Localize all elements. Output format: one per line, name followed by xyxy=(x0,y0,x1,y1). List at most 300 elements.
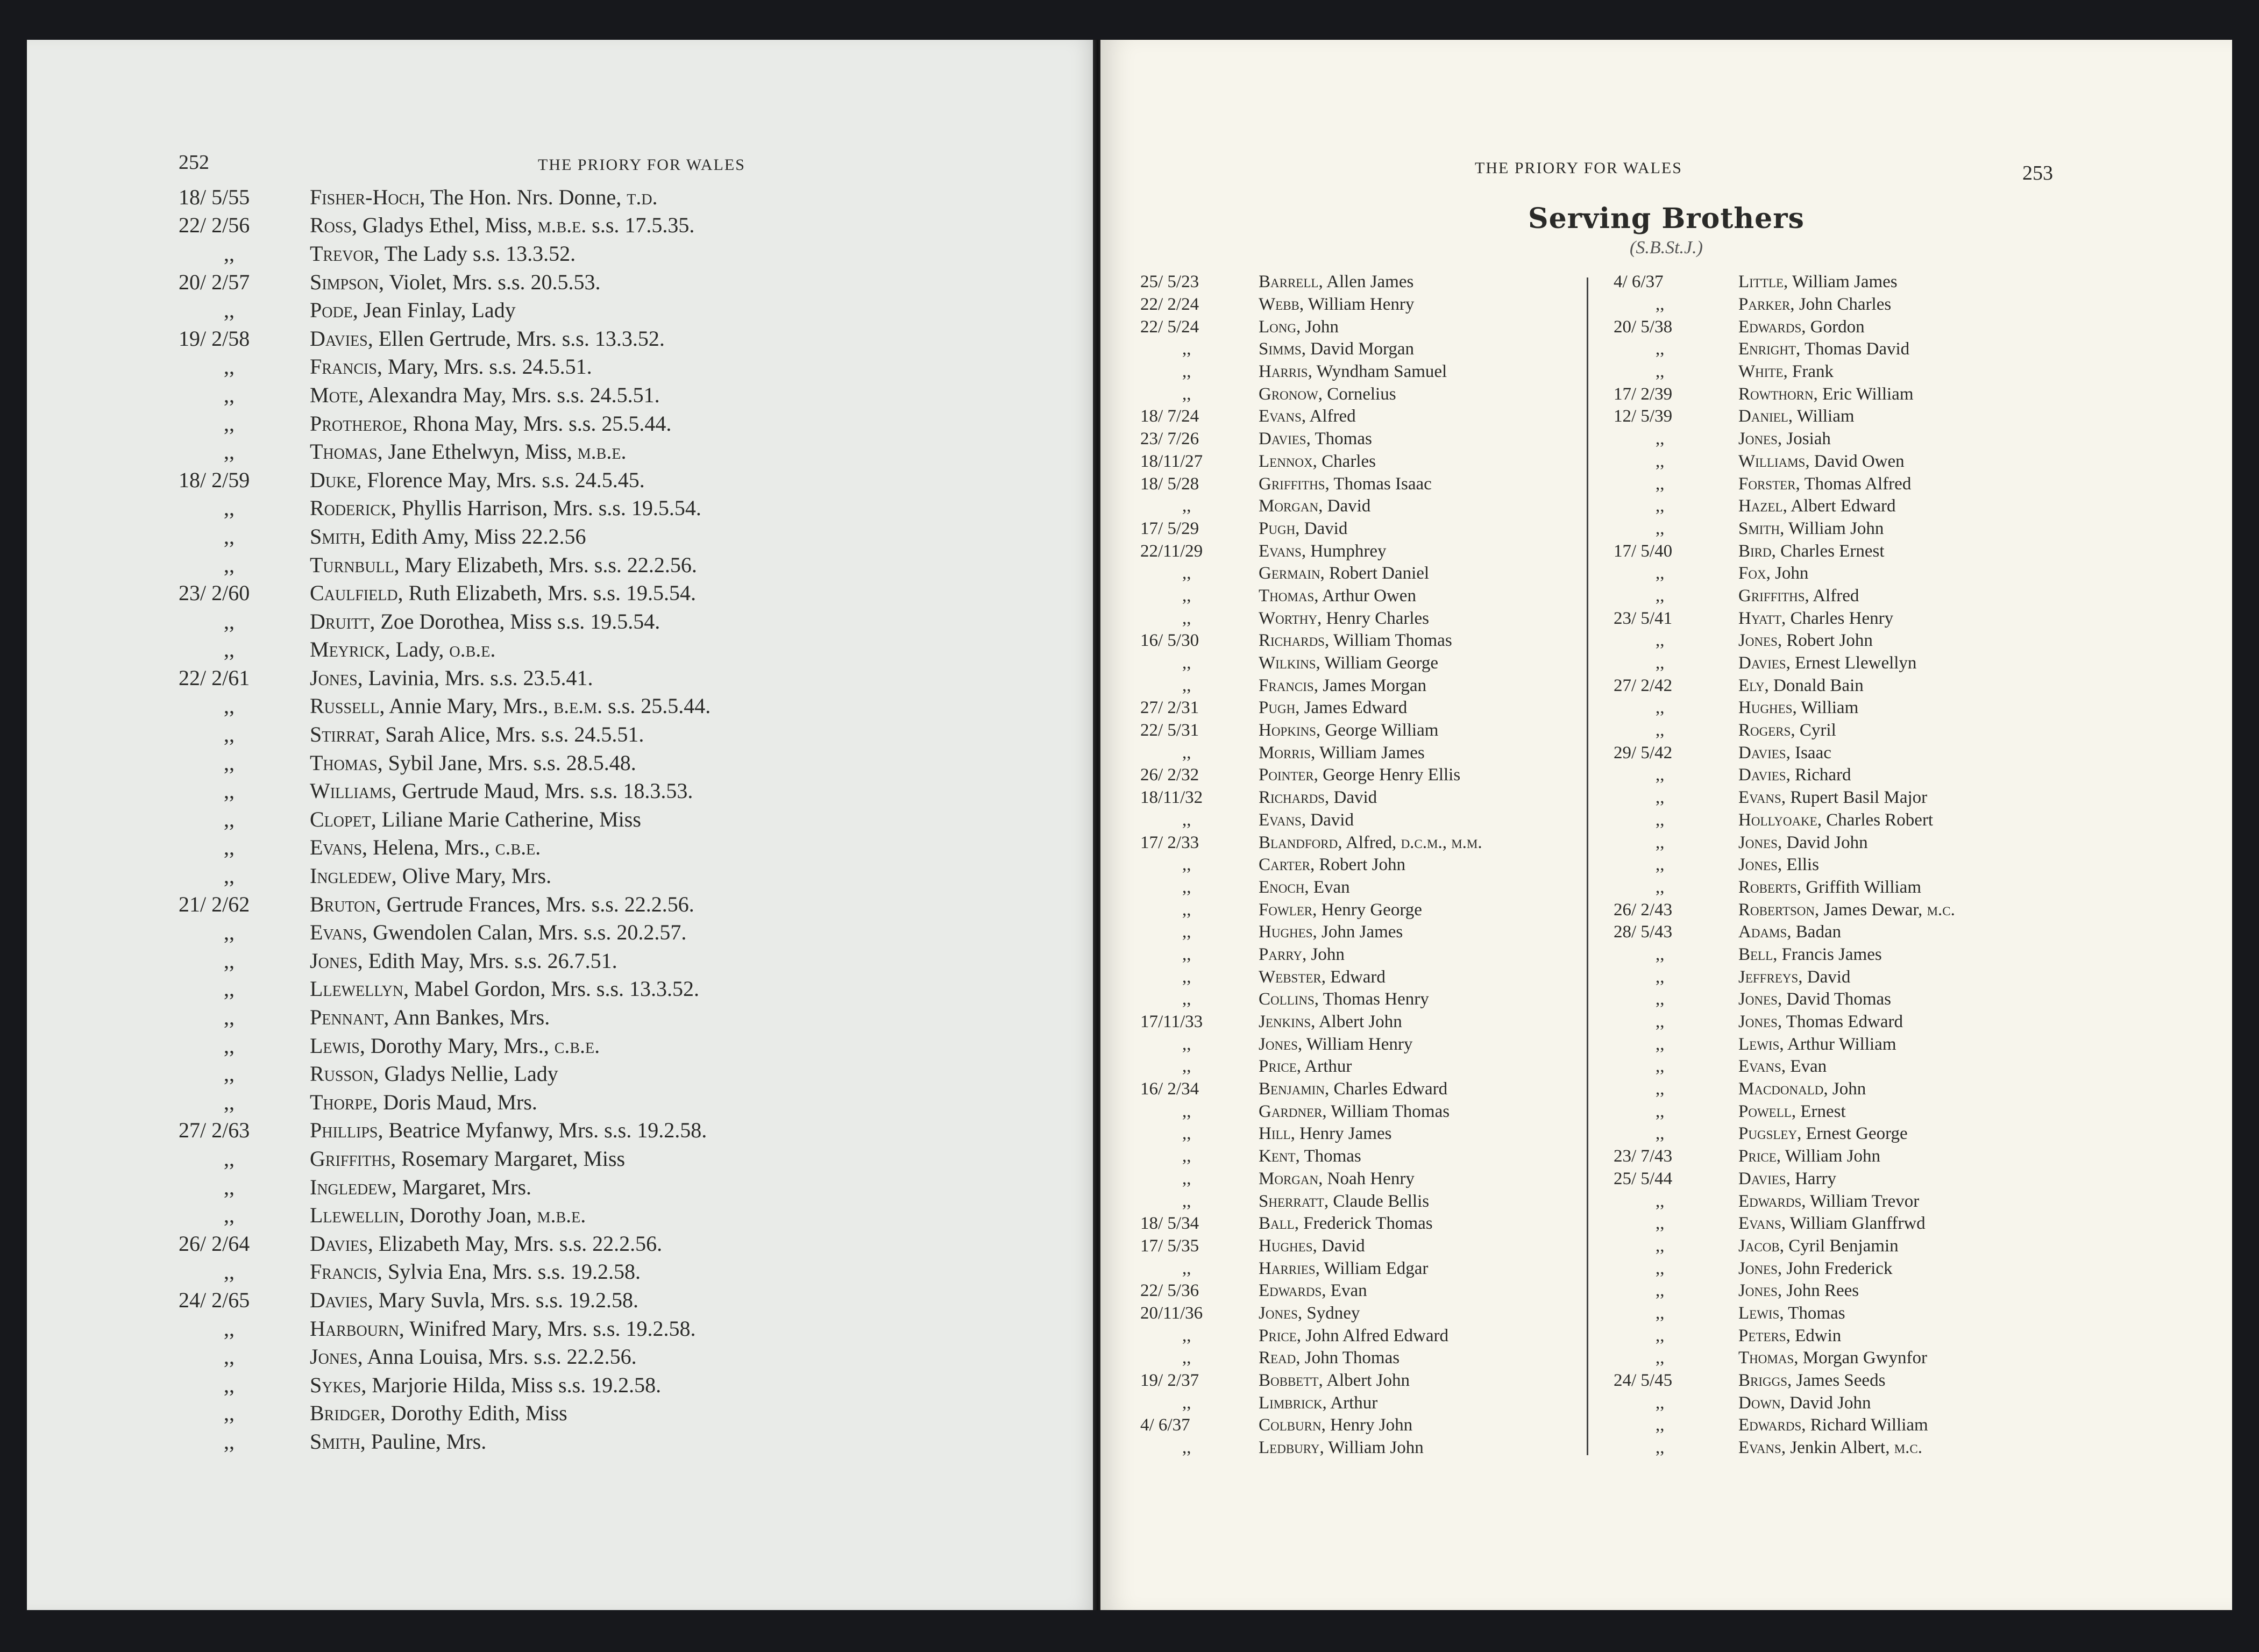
entry-name xyxy=(310,637,495,662)
entry-date: ,, xyxy=(1182,362,1191,382)
entry-surname: Evans, xyxy=(1259,541,1306,561)
entry-date: 16/ 5/30 xyxy=(1140,631,1199,651)
entry-date: ,, xyxy=(1656,295,1665,315)
list-item xyxy=(1614,1392,2205,1414)
entry-date: ,, xyxy=(1182,1034,1191,1054)
entry-date: ,, xyxy=(1656,1236,1665,1256)
entry-forenames: Eric William xyxy=(1817,384,1914,404)
list-item xyxy=(1614,1100,2205,1123)
list-item xyxy=(179,551,1093,579)
entry-surname: Long, xyxy=(1259,317,1301,337)
entry-name xyxy=(1259,1169,1415,1189)
entry-name xyxy=(1738,1079,1866,1099)
entry-surname: Jones, xyxy=(310,665,363,690)
entry-name xyxy=(1259,429,1372,449)
list-item xyxy=(1614,1168,2205,1191)
entry-surname: Jones, xyxy=(1259,1303,1303,1323)
list-item xyxy=(1140,921,1560,944)
list-item xyxy=(1614,877,2205,899)
entry-name xyxy=(310,495,701,521)
entry-date: ,, xyxy=(1656,1124,1665,1144)
entry-forenames: Thomas xyxy=(1784,1303,1845,1323)
entry-name xyxy=(1259,1012,1402,1032)
entry-surname: Ingledew, xyxy=(310,864,397,888)
entry-forenames: John Charles xyxy=(1794,295,1892,315)
entry-surname: Ely, xyxy=(1738,675,1769,695)
entry-forenames: Elizabeth May, Mrs. s.s. 22.2.56. xyxy=(373,1231,663,1256)
entry-honour: m.b.e. xyxy=(537,213,587,238)
entry-name xyxy=(1738,542,1884,561)
entry-name xyxy=(1259,496,1370,516)
entry-date: 22/11/29 xyxy=(1140,541,1203,561)
entry-forenames: David Owen xyxy=(1809,451,1905,471)
list-item xyxy=(179,1144,1093,1173)
entry-name xyxy=(1738,609,1893,629)
entry-date: ,, xyxy=(1656,1415,1665,1435)
entry-forenames: George Henry Ellis xyxy=(1318,765,1461,785)
entry-name xyxy=(310,326,665,351)
entry-name xyxy=(310,807,641,832)
entry-forenames: Sybil Jane, Mrs. s.s. 28.5.48. xyxy=(382,750,636,775)
list-item xyxy=(1140,1190,1560,1213)
entry-surname: Worthy, xyxy=(1259,608,1322,628)
entry-name xyxy=(1259,1147,1361,1166)
section-subtitle: (S.B.St.J.) xyxy=(1630,238,1703,258)
entry-date: ,, xyxy=(224,1033,235,1058)
entry-surname: Bridger, xyxy=(310,1401,386,1426)
entry-name xyxy=(1738,788,1927,808)
entry-name xyxy=(310,1231,662,1256)
entry-name xyxy=(1259,653,1438,673)
entry-date: ,, xyxy=(1182,877,1191,897)
entry-surname: Gronow, xyxy=(1259,384,1323,404)
entry-name xyxy=(1738,1214,1926,1234)
entry-forenames: Thomas Alfred xyxy=(1800,474,1912,494)
entry-date: ,, xyxy=(224,779,235,803)
entry-name xyxy=(310,1033,600,1058)
entry-forenames: William Henry xyxy=(1304,295,1415,315)
entry-forenames: John James xyxy=(1317,922,1403,942)
entry-date: ,, xyxy=(224,1174,235,1199)
entry-forenames: William Henry xyxy=(1302,1034,1413,1054)
entry-honour: c.b.e. xyxy=(495,835,541,860)
entry-forenames: Isaac xyxy=(1790,743,1831,763)
entry-date: ,, xyxy=(1656,1303,1665,1323)
list-item xyxy=(1140,316,1560,338)
entry-forenames: Humphrey xyxy=(1306,541,1387,561)
entry-name xyxy=(1738,1348,1927,1368)
entry-name xyxy=(1738,1035,1896,1055)
list-item xyxy=(1614,451,2205,473)
list-item xyxy=(1614,428,2205,451)
list-item xyxy=(179,381,1093,409)
list-item xyxy=(1140,294,1560,316)
entry-date: 22/ 2/61 xyxy=(179,665,250,690)
entry-surname: Lewis, xyxy=(1738,1303,1784,1323)
entry-forenames: William xyxy=(1793,407,1855,426)
entry-date: ,, xyxy=(224,439,235,464)
entry-date: ,, xyxy=(1656,1348,1665,1368)
list-item xyxy=(1140,1325,1560,1347)
entry-name xyxy=(1259,474,1432,494)
entry-forenames: Beatrice Myfanwy, Mrs. s.s. 19.2.58. xyxy=(383,1118,707,1143)
entry-forenames: David Thomas xyxy=(1782,989,1892,1009)
list-item xyxy=(1140,1078,1560,1101)
entry-date: ,, xyxy=(224,1372,235,1397)
list-item xyxy=(179,777,1093,805)
entry-surname: Evans, xyxy=(1738,788,1786,808)
entry-name xyxy=(1259,945,1345,965)
entry-forenames: Charles Henry xyxy=(1786,608,1894,628)
entry-name xyxy=(310,722,644,747)
entry-surname: Hughes, xyxy=(1738,698,1797,718)
entry-surname: Harris, xyxy=(1259,362,1312,382)
entry-surname: Peters, xyxy=(1738,1326,1791,1345)
entry-name xyxy=(1738,407,1855,426)
entry-name xyxy=(1259,339,1414,359)
entry-name xyxy=(310,750,636,775)
entry-forenames: Thomas Edward xyxy=(1782,1012,1903,1032)
entry-forenames: Alfred xyxy=(1809,586,1859,606)
entry-name xyxy=(1259,967,1386,987)
entry-surname: Blandford, xyxy=(1259,832,1342,852)
entry-surname: Morgan, xyxy=(1259,496,1323,516)
entry-date: 23/ 2/60 xyxy=(179,581,250,606)
entry-surname: Pugh, xyxy=(1259,698,1300,718)
entry-name xyxy=(1259,833,1482,853)
list-item xyxy=(1140,562,1560,585)
list-item xyxy=(1614,652,2205,675)
list-item xyxy=(1614,540,2205,562)
entry-date: ,, xyxy=(1656,1057,1665,1077)
list-item xyxy=(179,409,1093,438)
entry-date: ,, xyxy=(1656,721,1665,740)
entry-name xyxy=(1738,765,1851,785)
entry-date: 17/ 5/29 xyxy=(1140,518,1199,538)
list-item xyxy=(1140,899,1560,921)
entry-date: ,, xyxy=(1182,586,1191,606)
entry-date: ,, xyxy=(1656,496,1665,516)
list-item xyxy=(1140,338,1560,361)
list-item xyxy=(1140,607,1560,630)
entry-date: ,, xyxy=(224,1005,235,1030)
list-item xyxy=(179,522,1093,551)
entry-honour: m.c. xyxy=(1927,900,1955,920)
entry-name xyxy=(310,835,541,860)
entry-name xyxy=(310,609,660,634)
entry-name xyxy=(1259,586,1416,606)
list-item xyxy=(1140,518,1560,540)
entry-forenames: Phyllis Harrison, Mrs. s.s. 19.5.54. xyxy=(396,496,701,521)
entry-name xyxy=(1738,900,1955,920)
entry-name xyxy=(1259,295,1414,315)
entry-forenames: David xyxy=(1323,496,1371,516)
entry-date: 27/ 2/42 xyxy=(1614,675,1673,695)
list-item xyxy=(1614,562,2205,585)
entry-date: 19/ 2/58 xyxy=(179,326,250,351)
entry-date: ,, xyxy=(1656,1034,1665,1054)
entry-date: ,, xyxy=(1656,1079,1665,1099)
entry-date: ,, xyxy=(1656,1012,1665,1032)
entry-date: ,, xyxy=(1182,339,1191,359)
list-item xyxy=(1140,428,1560,451)
list-item xyxy=(1140,1168,1560,1191)
list-item xyxy=(1140,988,1560,1011)
entry-date: ,, xyxy=(1656,518,1665,538)
entry-surname: Francis, xyxy=(310,354,382,379)
entry-forenames: William George xyxy=(1320,653,1439,673)
list-item xyxy=(179,296,1093,324)
entry-forenames: Wyndham Samuel xyxy=(1312,362,1447,382)
entry-name xyxy=(1259,810,1354,830)
entry-honour: t.d. xyxy=(627,184,658,209)
entry-forenames: Olive Mary, Mrs. xyxy=(396,864,552,888)
list-item xyxy=(1140,697,1560,720)
list-item xyxy=(1140,1392,1560,1414)
entry-surname: Down, xyxy=(1738,1393,1786,1413)
entry-forenames: Jane Ethelwyn, Miss, xyxy=(382,439,578,464)
entry-surname: Ross, xyxy=(310,213,358,238)
entry-forenames: Cornelius xyxy=(1322,384,1396,404)
entry-date: 23/ 7/43 xyxy=(1614,1147,1673,1166)
entry-date: 18/ 5/34 xyxy=(1140,1214,1199,1234)
entry-name xyxy=(1738,855,1819,875)
entry-name xyxy=(310,1287,638,1313)
entry-date: ,, xyxy=(1182,564,1191,583)
entry-surname: Turnbull, xyxy=(310,552,400,577)
entry-forenames: James Dewar, xyxy=(1819,900,1927,920)
entry-forenames: James Morgan xyxy=(1318,675,1426,695)
list-item xyxy=(179,466,1093,494)
entry-surname: Fowler, xyxy=(1259,900,1317,920)
entry-forenames: Arthur xyxy=(1326,1393,1378,1413)
entry-name xyxy=(1259,1236,1365,1256)
entry-surname: Richards, xyxy=(1259,788,1330,808)
entry-date: ,, xyxy=(224,864,235,888)
entry-surname: Edwards, xyxy=(1738,1191,1806,1211)
list-item xyxy=(1614,1347,2205,1370)
list-item xyxy=(179,1258,1093,1286)
entry-forenames: Liliane Marie Catherine, Miss xyxy=(376,807,641,831)
entry-date: ,, xyxy=(1656,474,1665,494)
entry-date: 27/ 2/31 xyxy=(1140,698,1199,718)
entry-surname: Duke, xyxy=(310,467,362,492)
list-item xyxy=(1614,988,2205,1011)
list-item xyxy=(1140,473,1560,495)
entry-name xyxy=(1259,1214,1433,1234)
entry-date: 28/ 5/43 xyxy=(1614,922,1673,942)
entry-forenames: Frank xyxy=(1787,362,1834,382)
entry-date: ,, xyxy=(1182,384,1191,404)
entry-name xyxy=(1259,989,1429,1009)
entry-surname: Hyatt, xyxy=(1738,608,1786,628)
entry-honour: b.e.m. xyxy=(553,694,603,718)
list-item xyxy=(1614,944,2205,966)
section-title: Serving Brothers xyxy=(1528,202,1805,235)
entry-surname: Smith, xyxy=(1738,518,1785,538)
entry-forenames: Alexandra May, Mrs. s.s. 24.5.51. xyxy=(364,382,660,407)
list-item xyxy=(179,720,1093,749)
list-item xyxy=(179,437,1093,466)
entry-date: ,, xyxy=(224,694,235,718)
entry-date: ,, xyxy=(224,920,235,945)
entry-forenames: John Frederick xyxy=(1782,1258,1893,1278)
entry-forenames: Charles xyxy=(1317,451,1376,471)
entry-name xyxy=(1738,1147,1880,1166)
entry-surname: Wilkins, xyxy=(1259,653,1320,673)
entry-forenames: William Edgar xyxy=(1319,1258,1429,1278)
list-item xyxy=(1140,383,1560,405)
entry-forenames: Thomas Henry xyxy=(1319,989,1429,1009)
entry-date: 18/11/32 xyxy=(1140,788,1203,808)
list-item xyxy=(1140,1347,1560,1370)
entry-date: ,, xyxy=(224,496,235,521)
entry-date: 20/11/36 xyxy=(1140,1303,1203,1323)
entry-date: ,, xyxy=(1182,944,1191,964)
entry-name xyxy=(1259,631,1452,651)
entry-forenames: Robert John xyxy=(1782,631,1873,651)
right-page-number: 253 xyxy=(2022,162,2053,184)
entry-forenames: Cyril Benjamin xyxy=(1784,1236,1899,1256)
entry-surname: Davies, xyxy=(310,326,373,351)
list-item xyxy=(1614,1056,2205,1078)
entry-forenames: Edith May, Mrs. s.s. 26.7.51. xyxy=(363,948,617,973)
entry-surname: Thorpe, xyxy=(310,1090,378,1114)
entry-surname: Hughes, xyxy=(1259,922,1317,942)
entry-surname: Mote, xyxy=(310,382,364,407)
entry-forenames: Henry James xyxy=(1295,1124,1392,1144)
entry-name xyxy=(1738,496,1895,516)
entry-surname: Colburn, xyxy=(1259,1415,1326,1435)
entry-date: 22/ 5/31 xyxy=(1140,721,1199,740)
entry-surname: Davies, xyxy=(1738,1169,1791,1188)
entry-name xyxy=(1259,922,1403,942)
entry-forenames: Claude Bellis xyxy=(1329,1191,1430,1211)
entry-forenames: Jenkin Albert, xyxy=(1786,1438,1894,1458)
entry-name xyxy=(1259,362,1447,382)
entry-date: 22/ 5/24 xyxy=(1140,317,1199,337)
entry-name xyxy=(1259,855,1405,875)
entry-date: ,, xyxy=(1656,832,1665,852)
entry-surname: Francis, xyxy=(310,1259,382,1284)
entry-forenames: David John xyxy=(1785,1393,1871,1413)
list-item xyxy=(179,861,1093,890)
list-item xyxy=(1140,1437,1560,1459)
entry-forenames: William James xyxy=(1788,272,1898,292)
entry-name xyxy=(1738,653,1916,673)
entry-surname: Adams, xyxy=(1738,922,1792,942)
entry-forenames: Ruth Elizabeth, Mrs. s.s. 19.5.54. xyxy=(403,581,696,606)
entry-forenames: Edward xyxy=(1326,967,1386,987)
entry-surname: Protheroe, xyxy=(310,411,408,436)
entry-surname: Pugh, xyxy=(1259,518,1300,538)
entry-date: ,, xyxy=(1656,788,1665,808)
entry-surname: Clopet, xyxy=(310,807,376,831)
entry-date: ,, xyxy=(1656,967,1665,987)
entry-forenames: Lady, xyxy=(390,637,450,662)
entry-name xyxy=(310,948,617,973)
entry-name xyxy=(1259,1393,1377,1413)
entry-name xyxy=(1259,743,1425,763)
right-running-head: THE PRIORY FOR WALES xyxy=(1475,159,1682,177)
list-item xyxy=(1140,944,1560,966)
entry-name xyxy=(1738,631,1873,651)
list-item xyxy=(1614,271,2205,294)
entry-name xyxy=(1738,1438,1922,1458)
entry-forenames: William John xyxy=(1781,1147,1881,1166)
entry-forenames: Gwendolen Calan, Mrs. s.s. 20.2.57. xyxy=(367,920,687,945)
entry-forenames: Ernest George xyxy=(1801,1124,1908,1144)
entry-surname: Kent, xyxy=(1259,1147,1300,1166)
entry-surname: Jones, xyxy=(1738,832,1782,852)
entry-name xyxy=(1738,743,1831,763)
entry-honour: c.b.e. xyxy=(554,1033,600,1058)
list-item xyxy=(1140,966,1560,988)
entry-surname: Evans, xyxy=(1738,1214,1786,1234)
entry-name xyxy=(1738,1326,1841,1346)
entry-date: ,, xyxy=(224,241,235,266)
column-rule xyxy=(1587,277,1588,1455)
entry-forenames: The Lady s.s. 13.3.52. xyxy=(379,241,576,266)
list-item xyxy=(179,918,1093,946)
entry-forenames: John xyxy=(1770,564,1809,583)
entry-forenames: George William xyxy=(1320,721,1439,740)
entry-surname: Sherratt, xyxy=(1259,1191,1329,1211)
list-item xyxy=(1614,966,2205,988)
list-item xyxy=(179,268,1093,296)
entry-date: ,, xyxy=(1656,339,1665,359)
list-item xyxy=(1140,1033,1560,1056)
entry-name xyxy=(1738,586,1859,606)
entry-surname: Jenkins, xyxy=(1259,1012,1316,1032)
entry-name xyxy=(1259,384,1396,404)
entry-surname: Rogers, xyxy=(1738,721,1795,740)
entry-name xyxy=(1259,564,1429,583)
entry-forenames: Ellen Gertrude, Mrs. s.s. 13.3.52. xyxy=(373,326,665,351)
list-item xyxy=(1614,1078,2205,1101)
entry-date: ,, xyxy=(224,354,235,379)
entry-name xyxy=(1259,1124,1391,1144)
entry-date: 19/ 2/37 xyxy=(1140,1371,1199,1391)
entry-forenames: John xyxy=(1828,1079,1866,1099)
entry-date: ,, xyxy=(224,835,235,860)
entry-name xyxy=(310,693,711,718)
entry-name xyxy=(310,920,686,945)
list-item xyxy=(1140,831,1560,854)
list-item xyxy=(1614,831,2205,854)
list-item xyxy=(179,805,1093,834)
entry-forenames: Albert John xyxy=(1315,1012,1402,1032)
entry-surname: Meyrick, xyxy=(310,637,390,662)
left-page-list xyxy=(179,183,1093,1456)
list-item xyxy=(1614,1370,2205,1392)
list-item xyxy=(1614,316,2205,338)
list-item xyxy=(179,1399,1093,1428)
entry-surname: Bird, xyxy=(1738,541,1776,561)
entry-date: ,, xyxy=(1182,1393,1191,1413)
entry-date: 24/ 2/65 xyxy=(179,1287,250,1312)
entry-surname: Webb, xyxy=(1259,295,1304,315)
entry-date: ,, xyxy=(1656,653,1665,673)
list-item xyxy=(179,1201,1093,1229)
list-item xyxy=(179,1088,1093,1116)
entry-name xyxy=(1259,1438,1424,1458)
entry-name xyxy=(1738,676,1864,696)
list-item xyxy=(1140,764,1560,787)
entry-forenames: Ernest Llewellyn xyxy=(1790,653,1917,673)
entry-name xyxy=(310,439,626,464)
entry-surname: Russon, xyxy=(310,1062,379,1086)
